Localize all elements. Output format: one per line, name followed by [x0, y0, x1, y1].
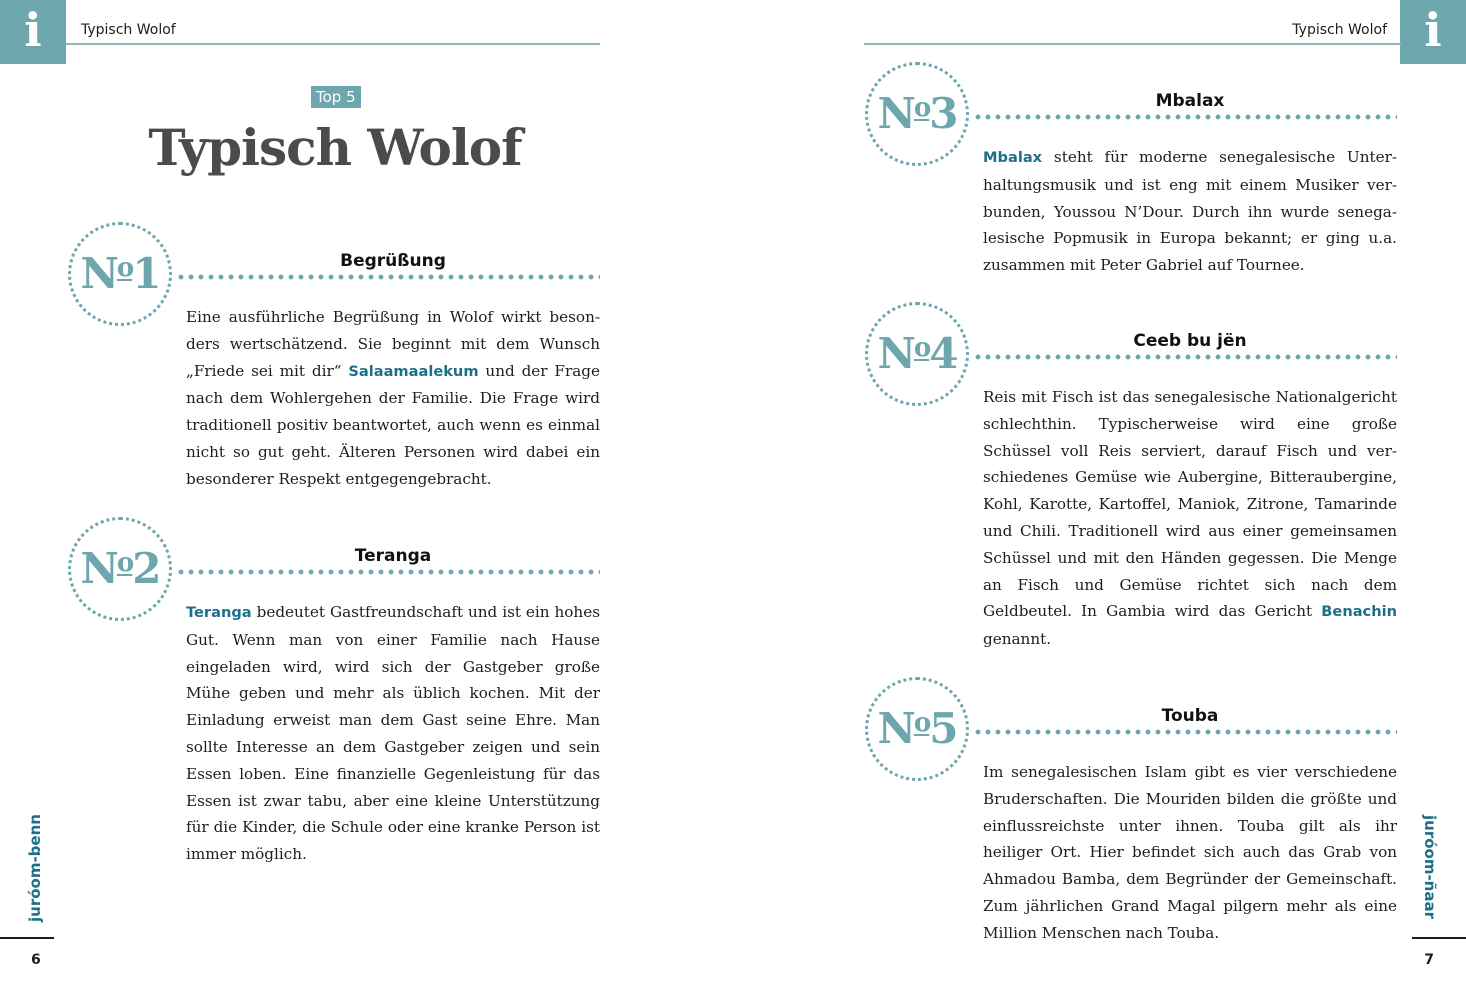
page-number: 7 [1424, 952, 1434, 968]
numero-sign: N [877, 704, 914, 753]
body-text: bedeutet Gastfreundschaft und ist ein hohes Gut. Wenn man von einer Familie nach Hause eingeladen wird, wird sich der Gastgeber große Mühe geben und mehr als üblich kochen. Mit der Einladung erweist man dem Gast seine Ehre. Man sollte Interesse an dem Gastgeber zeigen und sein Essen loben. Eine finanzielle Gegenleistung für das Essen ist zwar tabu, aber eine kleine Unterstützung für die Kinder, die Schule oder eine kranke Person ist immer möglich. [186, 603, 600, 864]
entry-number: 3 [929, 89, 957, 138]
entry-body [983, 144, 1397, 279]
info-icon: i [24, 3, 42, 57]
number-badge [68, 517, 172, 621]
top-badge: Top 5 [311, 86, 361, 108]
info-icon: i [1424, 3, 1442, 57]
numero-sign: N [877, 89, 914, 138]
entry-body [983, 384, 1397, 653]
body-text: Reis mit Fisch ist das senegalesische Nationalgericht schlechthin. Typischerweise wird eine große Schüssel voll Reis serviert, darauf Fisch und verschiedenes Gemüse wie Aubergine, Bitteraubergine, Kohl, Karotte, Kartoffel, Maniok, Zitrone, Tamarinde und Chili. Traditionell wird aus einer gemeinsamen Schüssel und mit den Händen gegessen. Die Menge an Fisch und Gemüse richtet sich nach dem Geldbeutel. In Gambia wird das Gericht [983, 388, 1397, 621]
numero-sign: N [80, 249, 117, 298]
wolof-keyword: Salaamaalekum [348, 362, 479, 380]
entry-body [186, 304, 600, 493]
body-text: Im senegalesischen Islam gibt es vier verschiedene Bruderschaften. Die Mouriden bilden die größte und einflussreichste unter ihnen. Touba gilt als ihr heiliger Ort. Hier befindet sich auch das Grab von Ahmadou Bamba, dem Begründer der Gemeinschaft. Zum jährlichen Grand Magal pilgern mehr als eine Million Menschen nach Touba. [983, 763, 1397, 942]
numero-superscript: o [116, 253, 133, 283]
entry-title: Touba [1161, 706, 1219, 726]
wolof-keyword: Mbalax [983, 149, 1043, 166]
entry-title: Mbalax [1155, 91, 1225, 111]
numero-sign: N [877, 329, 914, 378]
numero-superscript: o [116, 548, 133, 578]
number-badge-label [80, 544, 160, 593]
entry-title: Teranga [354, 546, 432, 566]
body-text: steht für moderne senegalesische Unterhaltungsmusik und ist eng mit einem Musiker verbunden, Youssou N’Dour. Durch ihn wurde senegalesische Popmusik in Europa bekannt; er ging u.a. zusammen mit Peter Gabriel auf Tournee. [983, 148, 1397, 275]
dotted-divider [176, 569, 600, 575]
footer-rule [0, 937, 54, 939]
side-label: juróom-ñaar [1421, 815, 1439, 920]
number-badge [865, 62, 969, 166]
dotted-divider [973, 114, 1397, 120]
numero-sign: N [80, 544, 117, 593]
entry-number: 2 [132, 544, 160, 593]
running-head: Typisch Wolof [1292, 22, 1387, 38]
info-tab [1400, 0, 1466, 64]
number-badge-label [877, 704, 957, 753]
body-text: genannt. [983, 630, 1052, 649]
number-badge [865, 677, 969, 781]
body-text: Eine ausführliche Begrüßung in Wolof wirkt besonders wertschätzend. Sie beginnt mit dem Wunsch „Friede sei mit dir“ [186, 308, 600, 380]
entry-body [186, 599, 600, 868]
header-rule [864, 43, 1401, 45]
running-head: Typisch Wolof [81, 22, 176, 38]
info-tab [0, 0, 66, 64]
right-page [733, 0, 1466, 1000]
number-badge-label [877, 329, 957, 378]
entry-number: 5 [929, 704, 957, 753]
side-label: juróom-benn [26, 814, 44, 922]
numero-superscript: o [913, 708, 930, 738]
number-badge [68, 222, 172, 326]
numero-superscript: o [913, 333, 930, 363]
wolof-keyword: Teranga [186, 604, 252, 621]
footer-rule [1412, 937, 1466, 939]
number-badge-label [877, 89, 957, 138]
body-text: und der Frage nach dem Wohlergehen der Familie. Die Frage wird traditionell positiv beantwortet, auch wenn es einmal nicht so gut geht. Älteren Personen wird dabei ein besonderer Respekt entgegengebracht. [186, 361, 600, 488]
entry-number: 1 [132, 249, 160, 298]
dotted-divider [973, 729, 1397, 735]
number-badge-label [80, 249, 160, 298]
wolof-keyword: Benachin [1321, 603, 1397, 621]
page-number: 6 [31, 952, 41, 968]
dotted-divider [176, 274, 600, 280]
numero-superscript: o [913, 93, 930, 123]
number-badge [865, 302, 969, 406]
entry-body [983, 759, 1397, 947]
header-rule [66, 43, 600, 45]
page-title: Typisch Wolof [148, 118, 522, 177]
entry-title: Begrüßung [340, 251, 446, 271]
entry-number: 4 [929, 329, 957, 378]
dotted-divider [973, 354, 1397, 360]
entry-title: Ceeb bu jën [1133, 331, 1247, 351]
